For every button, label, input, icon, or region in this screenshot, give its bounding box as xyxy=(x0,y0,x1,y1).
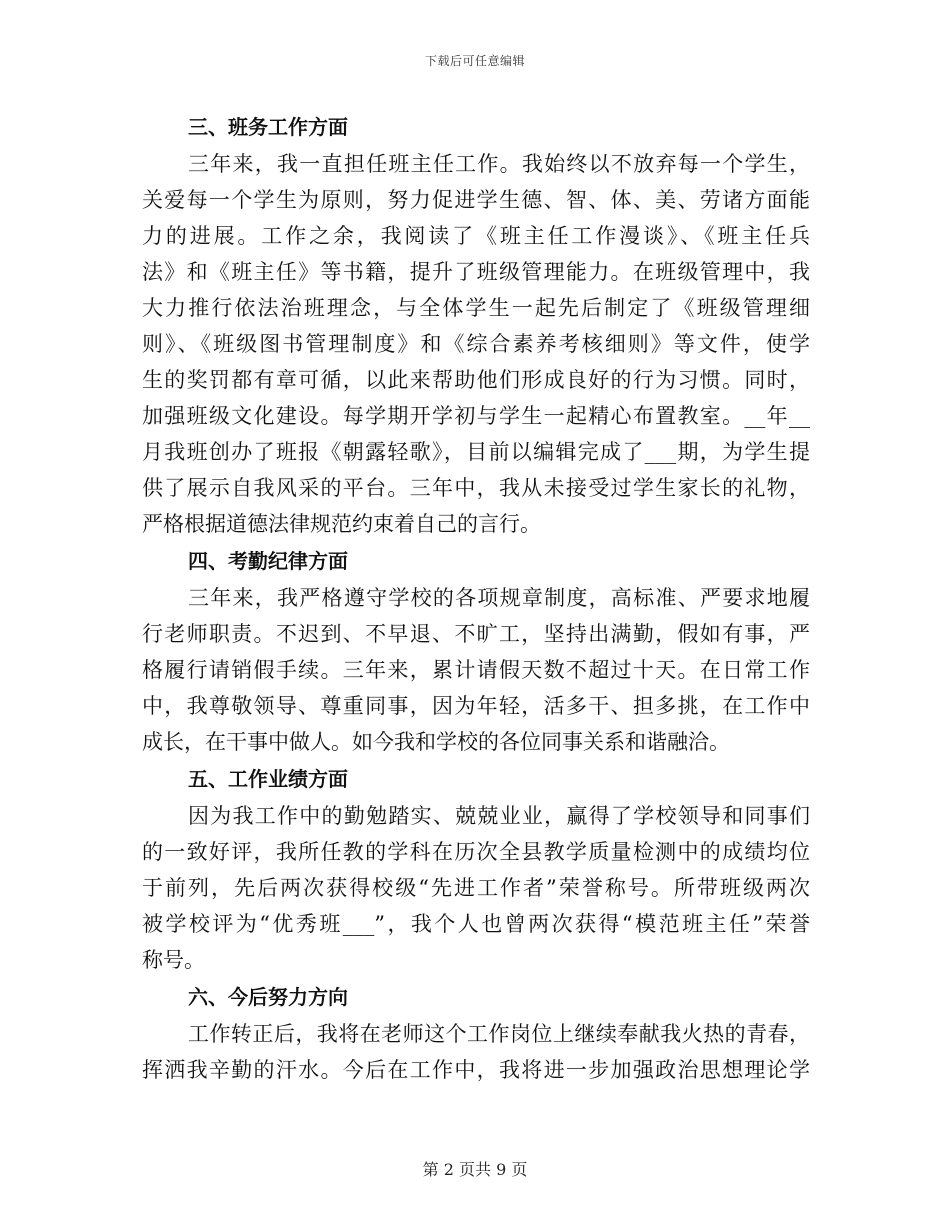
paragraph-line: 严格根据道德法律规范约束着自己的言行。 xyxy=(142,512,541,536)
section-heading: 六、今后努力方向 xyxy=(188,985,348,1009)
paragraph-line: 三年来，我一直担任班主任工作。我始终以不放弃每一个学生， xyxy=(188,152,810,176)
paragraph-line: 加强班级文化建设。每学期开学初与学生一起精心布置教室。__年__ xyxy=(142,404,810,428)
paragraph-line: 生的奖罚都有章可循，以此来帮助他们形成良好的行为习惯。同时， xyxy=(142,368,810,392)
paragraph-line: 三年来，我严格遵守学校的各项规章制度，高标准、严要求地履 xyxy=(188,586,810,610)
section-heading: 三、班务工作方面 xyxy=(188,115,348,139)
paragraph-line: 大力推行依法治班理念，与全体学生一起先后制定了《班级管理细 xyxy=(142,296,810,320)
paragraph-line: 挥洒我辛勤的汗水。今后在工作中，我将进一步加强政治思想理论学 xyxy=(142,1058,810,1082)
section-achievements xyxy=(142,760,810,978)
paragraph-line: 中，我尊敬领导、尊重同事，因为年轻，活多干、担多挑，在工作中 xyxy=(142,694,810,718)
section-heading: 四、考勤纪律方面 xyxy=(188,549,348,573)
paragraph-line: 因为我工作中的勤勉踏实、兢兢业业，赢得了学校领导和同事们 xyxy=(188,804,810,828)
section-attendance xyxy=(142,542,810,760)
paragraph-line: 的一致好评，我所任教的学科在历次全县教学质量检测中的成绩均位 xyxy=(142,840,810,864)
paragraph-line: 月我班创办了班报《朝露轻歌》，目前以编辑完成了___期，为学生提 xyxy=(142,440,810,464)
page-number: 第 2 页共 9 页 xyxy=(422,1160,528,1179)
section-class-affairs xyxy=(142,108,810,542)
page-header: 下载后可任意编辑 xyxy=(424,54,525,68)
paragraph-line: 法》和《班主任》等书籍，提升了班级管理能力。在班级管理中，我 xyxy=(142,260,810,284)
paragraph-line: 称号。 xyxy=(142,948,205,972)
paragraph-line: 成长，在干事中做人。如今我和学校的各位同事关系和谐融洽。 xyxy=(142,730,730,754)
paragraph-line: 关爱每一个学生为原则，努力促进学生德、智、体、美、劳诸方面能 xyxy=(142,188,810,212)
document-body xyxy=(142,108,810,1088)
section-heading: 五、工作业绩方面 xyxy=(188,767,348,791)
paragraph-line: 格履行请销假手续。三年来，累计请假天数不超过十天。在日常工作 xyxy=(142,658,810,682)
paragraph-line: 于前列，先后两次获得校级“先进工作者”荣誉称号。所带班级两次 xyxy=(142,876,810,900)
paragraph-line: 被学校评为“优秀班___”，我个人也曾两次获得“模范班主任”荣誉 xyxy=(142,912,810,936)
paragraph-line: 工作转正后，我将在老师这个工作岗位上继续奉献我火热的青春， xyxy=(188,1022,810,1046)
paragraph-line: 行老师职责。不迟到、不早退、不旷工，坚持出满勤，假如有事，严 xyxy=(142,622,810,646)
paragraph-line: 供了展示自我风采的平台。三年中，我从未接受过学生家长的礼物， xyxy=(142,476,810,500)
paragraph-line: 力的进展。工作之余，我阅读了《班主任工作漫谈》、《班主任兵 xyxy=(142,224,810,248)
section-future-direction xyxy=(142,978,810,1088)
paragraph-line: 则》、《班级图书管理制度》和《综合素养考核细则》等文件，使学 xyxy=(142,332,810,356)
